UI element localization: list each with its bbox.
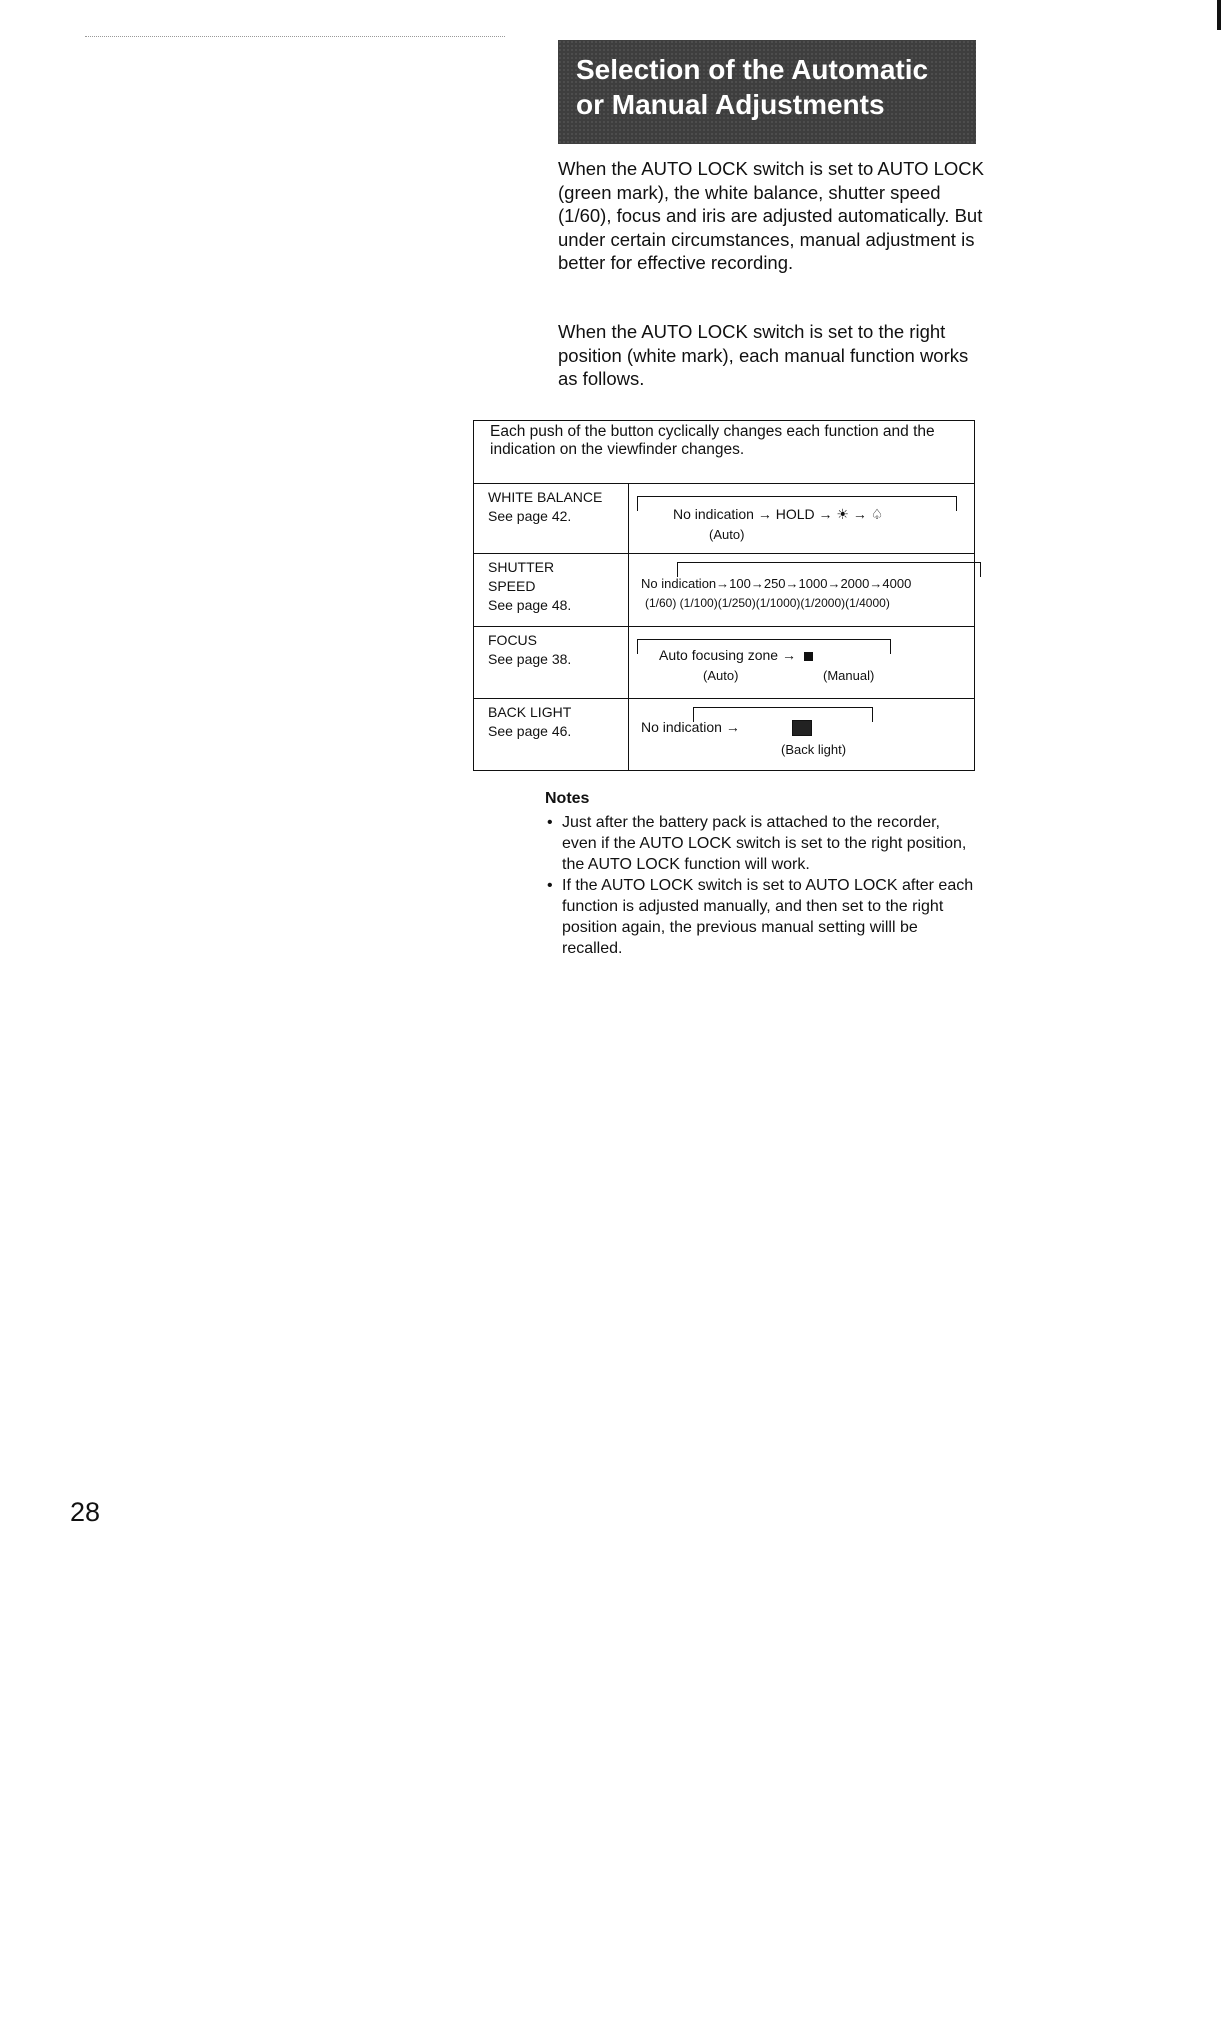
function-page-ref: See page 42. [488, 508, 572, 524]
function-name-line: BACK LIGHT [488, 704, 572, 720]
cycle-sequence: No indication→100→250→1000→2000→4000 [641, 576, 912, 591]
table-row [474, 699, 975, 771]
function-name-focus [474, 627, 629, 699]
cycle-sequence: No indication → HOLD → ☀ → ♤ [673, 506, 884, 522]
cycle-sub-label-manual: (Manual) [823, 668, 875, 683]
function-name-shutter-speed [474, 554, 629, 627]
function-name-white-balance [474, 484, 629, 554]
edge-mark [1217, 0, 1221, 30]
function-page-ref: See page 46. [488, 723, 572, 739]
title-line-1: Selection of the Automatic [576, 54, 929, 85]
cycle-bracket [677, 562, 981, 577]
title-line-2: or Manual Adjustments [576, 89, 885, 120]
function-name-back-light [474, 699, 629, 771]
table-row [474, 554, 975, 627]
function-cycle-white-balance [629, 484, 975, 554]
table-row [474, 484, 975, 554]
table-row [474, 627, 975, 699]
cycle-sub-label: (Back light) [781, 742, 847, 757]
cycle-sequence: No indication → [641, 719, 740, 735]
notes-list [545, 812, 975, 959]
function-name-line: SHUTTER [488, 559, 555, 575]
intro-paragraph-2: When the AUTO LOCK switch is set to the right position (white mark), each manual function works as follows. [558, 321, 969, 389]
table-intro: Each push of the button cyclically changes each function and the indication on the viewfinder changes. [474, 421, 975, 484]
function-cycle-shutter-speed [629, 554, 975, 627]
function-name-line: FOCUS [488, 632, 537, 648]
intro-paragraph-1: When the AUTO LOCK switch is set to AUTO LOCK (green mark), the white balance, shutter speed (1/60), focus and iris are adjusted automatically. But under certain circumstances, manual adjustment is better for effective recording. [558, 158, 984, 273]
backlight-icon [792, 720, 812, 736]
square-icon [804, 652, 813, 661]
function-page-ref: See page 38. [488, 651, 572, 667]
function-cycle-back-light [629, 699, 975, 771]
function-table [473, 420, 975, 771]
top-rule [85, 36, 505, 37]
cycle-sequence-wrap [659, 647, 817, 663]
list-item: • Just after the battery pack is attached to the recorder, even if the AUTO LOCK switch is set to the right position, the AUTO LOCK function will work. [545, 812, 975, 875]
cycle-sequence: Auto focusing zone → [659, 647, 796, 663]
notes-heading: Notes [545, 790, 590, 807]
function-name-line: SPEED [488, 578, 536, 594]
cycle-sub-label-auto: (Auto) [703, 668, 739, 683]
page-number: 28 [70, 1497, 101, 1527]
cycle-sequence-wrap [641, 719, 816, 736]
function-page-ref: See page 48. [488, 597, 572, 613]
cycle-sub-label: (Auto) [709, 527, 745, 542]
cycle-sub-label: (1/60) (1/100)(1/250)(1/1000)(1/2000)(1/4000) [645, 596, 890, 610]
function-name-line: WHITE BALANCE [488, 489, 603, 505]
list-item: • If the AUTO LOCK switch is set to AUTO LOCK after each function is adjusted manually, and then set to the right position again, the previous manual setting willl be recalled. [545, 875, 975, 959]
function-cycle-focus [629, 627, 975, 699]
section-title [558, 40, 976, 144]
